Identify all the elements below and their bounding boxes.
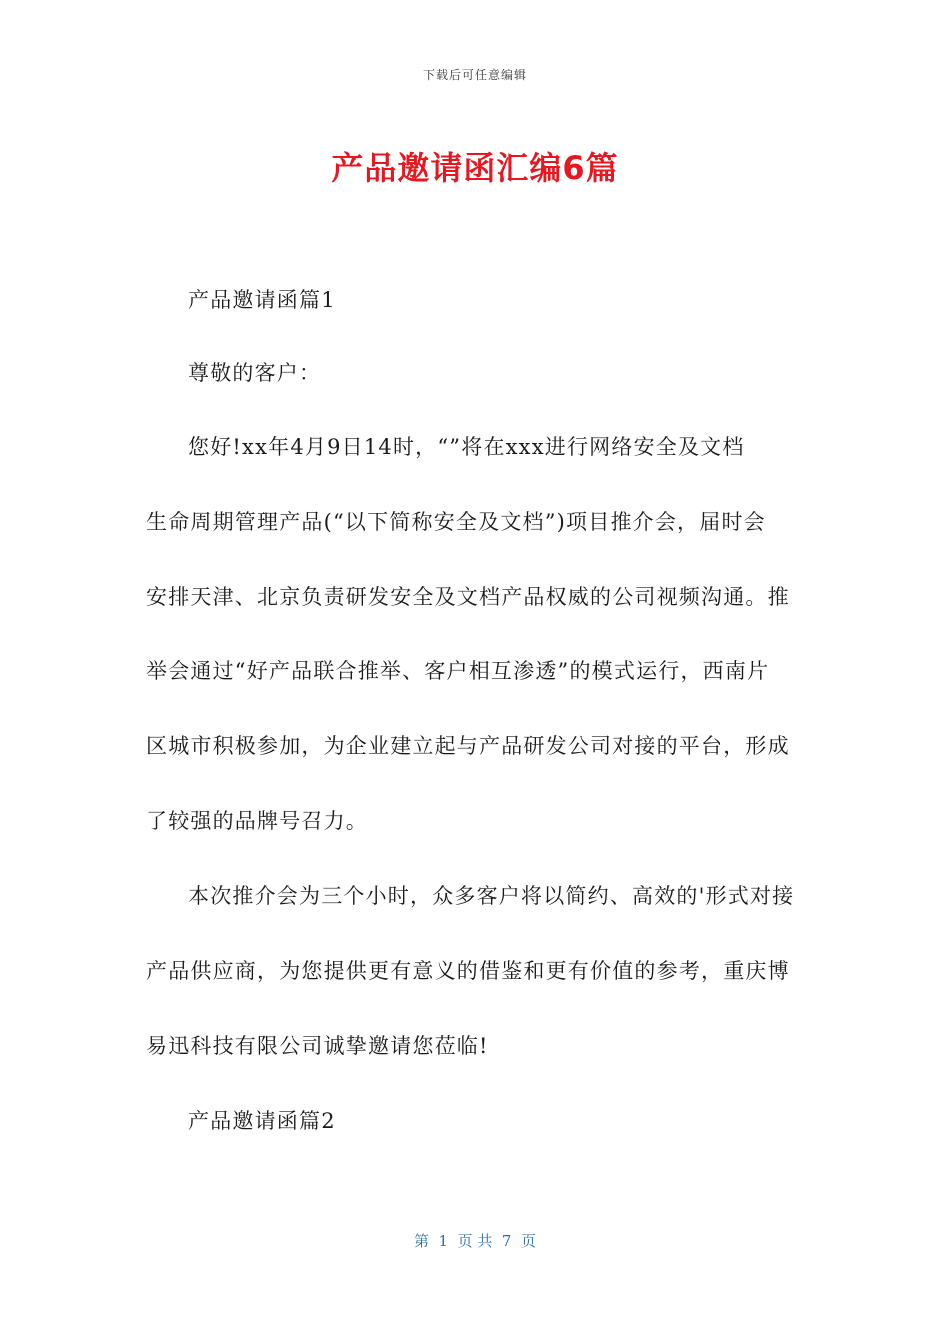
paragraph-2-line-3: 易迅科技有限公司诚挚邀请您莅临! [146,1034,489,1058]
section-heading-1: 产品邀请函篇1 [188,288,336,312]
page-header-note: 下载后可任意编辑 [422,68,527,82]
paragraph-1-line-4: 举会通过“好产品联合推举、客户相互渗透”的模式运行，西南片 [146,659,770,683]
paragraph-1-line-6: 了较强的品牌号召力。 [146,809,368,833]
document-title: 产品邀请函汇编6篇 [331,149,619,187]
paragraph-1-line-3: 安排天津、北京负责研发安全及文档产品权威的公司视频沟通。推 [146,585,790,609]
paragraph-1-line-1: 您好!xx年4月9日14时，“”将在xxx进行网络安全及文档 [188,435,745,459]
salutation: 尊敬的客户： [188,361,322,385]
section-heading-2: 产品邀请函篇2 [188,1109,336,1133]
paragraph-2-line-1: 本次推介会为三个小时，众多客户将以简约、高效的'形式对接 [188,884,795,908]
paragraph-2-line-2: 产品供应商，为您提供更有意义的借鉴和更有价值的参考，重庆博 [146,959,790,983]
paragraph-1-line-5: 区城市积极参加，为企业建立起与产品研发公司对接的平台，形成 [146,734,790,758]
page-number-footer: 第 1 页 共 7 页 [414,1232,536,1250]
paragraph-1-line-2: 生命周期管理产品(“以下简称安全及文档”)项目推介会，届时会 [146,510,766,534]
